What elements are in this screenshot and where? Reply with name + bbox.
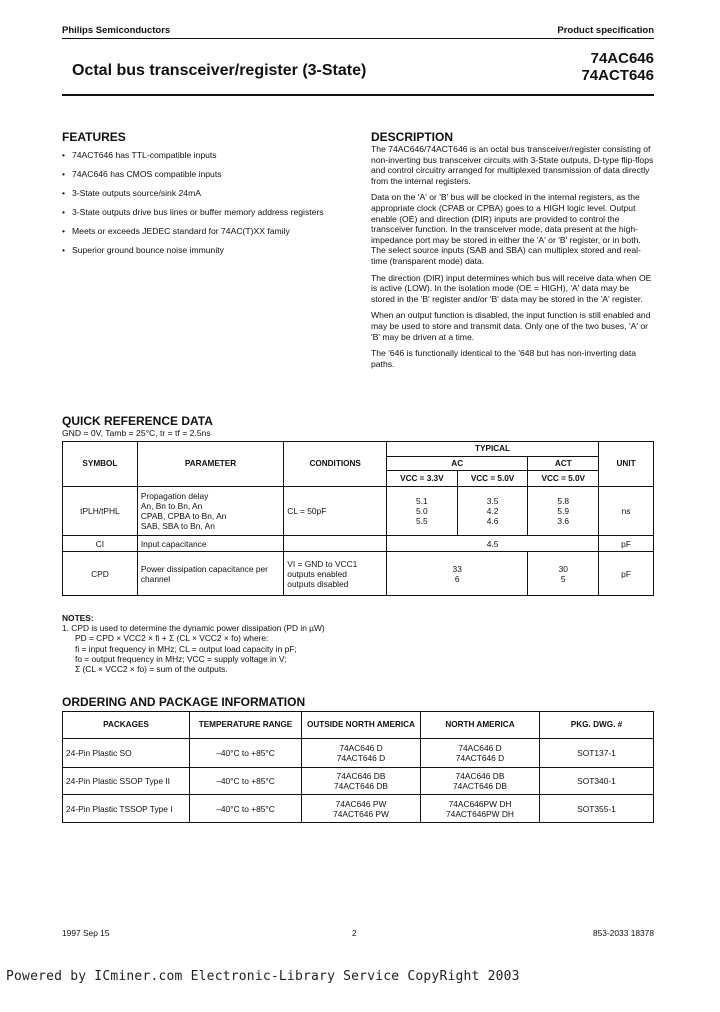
col-typical: TYPICAL xyxy=(387,442,599,457)
cell-symbol: CPD xyxy=(63,552,138,596)
description-paragraph: The direction (DIR) input determines which bus will receive data when OE is active (LOW). In the isolation mode (OE = HIGH), 'A' data may be stored in the 'B' register and/or 'B' data may be stored in the 'A' register. xyxy=(371,272,652,304)
value: 30 xyxy=(558,563,568,574)
feature-item: • 74ACT646 has TTL-compatible inputs xyxy=(62,150,352,161)
notes-heading: NOTES: xyxy=(62,613,94,623)
cell-parameter xyxy=(137,487,283,536)
col-north-america: NORTH AMERICA xyxy=(421,712,540,739)
part-number-act: 74ACT646 xyxy=(581,67,654,84)
table-row xyxy=(63,768,654,795)
cell-symbol: CI xyxy=(63,536,138,552)
header-rule xyxy=(62,38,654,39)
cell-outside xyxy=(302,739,421,768)
table-row xyxy=(63,536,654,552)
value: 74AC646 DB xyxy=(455,771,505,781)
feature-item: • 3-State outputs source/sink 24mA xyxy=(62,188,352,199)
notes-block xyxy=(62,613,482,674)
value: 3.6 xyxy=(557,516,570,526)
cell-na xyxy=(421,768,540,795)
value: 5.1 xyxy=(416,496,428,506)
quick-ref-heading: QUICK REFERENCE DATA xyxy=(62,414,213,428)
cond-line: VI = GND to VCC1 xyxy=(287,558,358,569)
value: 74ACT646 DB xyxy=(334,781,388,791)
quick-ref-conditions: GND = 0V, Tamb = 25°C, tr = tf = 2.5ns xyxy=(62,428,211,438)
note-line: fo = output frequency in MHz; VCC = supply voltage in V; xyxy=(75,653,287,664)
footer-code: 853-2033 18378 xyxy=(592,928,654,938)
cell-outside xyxy=(302,768,421,795)
cell-package: 24-Pin Plastic SO xyxy=(63,739,190,768)
company-name: Philips Semiconductors xyxy=(62,25,171,36)
value: 5 xyxy=(560,573,566,584)
note-line: Σ (CL × VCC2 × fo) = sum of the outputs. xyxy=(75,664,228,675)
col-packages: PACKAGES xyxy=(63,712,190,739)
quick-ref-table xyxy=(62,441,654,596)
ordering-table xyxy=(62,711,654,823)
col-outside-na: OUTSIDE NORTH AMERICA xyxy=(302,712,421,739)
cell-temp: –40°C to +85°C xyxy=(190,795,302,823)
param-line: Propagation delay xyxy=(140,491,209,501)
feature-item: • 74AC646 has CMOS compatible inputs xyxy=(62,169,352,180)
col-parameter: PARAMETER xyxy=(137,442,283,487)
vcc-50-act: VCC = 5.0V xyxy=(528,471,599,487)
cell-na xyxy=(421,795,540,823)
cell-ac50 xyxy=(457,487,528,536)
table-row xyxy=(63,487,654,536)
features-list xyxy=(62,150,352,264)
cell-ac xyxy=(387,552,528,596)
value: 33 xyxy=(452,563,462,574)
description-paragraph: The '646 is functionally identical to the '648 but has non-inverting data paths. xyxy=(371,348,637,369)
cell-act50 xyxy=(528,487,599,536)
value: 5.9 xyxy=(557,506,570,516)
cell-unit: ns xyxy=(599,487,654,536)
doc-type: Product specification xyxy=(557,25,654,36)
cell-unit: pF xyxy=(599,552,654,596)
param-line: Power dissipation capacitance per xyxy=(140,563,268,574)
cell-symbol: tPLH/tPHL xyxy=(63,487,138,536)
cell-typ: 4.5 xyxy=(387,536,599,552)
param-line: An, Bn to Bn, An xyxy=(140,501,203,511)
note-line: PD = CPD × VCC2 × fi + Σ (CL × VCC2 × fo) where: xyxy=(75,633,269,644)
col-symbol: SYMBOL xyxy=(63,442,138,487)
col-conditions: CONDITIONS xyxy=(284,442,387,487)
feature-item: • 3-State outputs drive bus lines or buffer memory address registers xyxy=(62,207,352,218)
cell-dwg: SOT355-1 xyxy=(540,795,654,823)
value: 74AC646PW DH xyxy=(448,798,512,809)
description-paragraph: The 74AC646/74ACT646 is an octal bus transceiver/register consisting of non-inverting bus transceiver circuits with 3-State outputs, D-type flip-flops and control circuitry arranged for multiplexed transmission of data directly from the internal registers. xyxy=(371,144,654,186)
page-title: Octal bus transceiver/register (3-State) xyxy=(72,62,367,79)
cell-dwg: SOT340-1 xyxy=(540,768,654,795)
description-paragraph: When an output function is disabled, the input function is still enabled and may be used to store and transmit data. Only one of the two buses, 'A' or 'B' may be driven at a time. xyxy=(371,310,651,342)
features-heading: FEATURES xyxy=(62,130,126,144)
value: 74ACT646 DB xyxy=(453,781,507,791)
table-row xyxy=(63,552,654,596)
col-unit: UNIT xyxy=(599,442,654,487)
sub-act: ACT xyxy=(528,457,599,471)
cell-outside xyxy=(302,795,421,823)
value: 74ACT646 D xyxy=(455,753,505,763)
description-paragraph: Data on the 'A' or 'B' bus will be clocked in the internal registers, as the appropriate clock (CPAB or CPBA) goes to a HIGH logic level. Output enable (OE) and direction (DIR) inputs are provided to control the transceiver function. In the transceiver mode, data present at the high-impedance port may be stored in either the 'A' or 'B' register, or in both. The select source inputs (SAB and SBA) can multiplex stored and real-time (transparent mode) data. xyxy=(371,192,641,266)
cell-na xyxy=(421,739,540,768)
feature-item: • Superior ground bounce noise immunity xyxy=(62,245,352,256)
value: 74AC646 D xyxy=(458,743,502,753)
title-rule xyxy=(62,94,654,96)
description-heading: DESCRIPTION xyxy=(371,130,454,144)
param-line: channel xyxy=(140,573,171,584)
table-row xyxy=(63,795,654,823)
cell-temp: –40°C to +85°C xyxy=(190,739,302,768)
watermark-text: Powered by ICminer.com Electronic-Library Service CopyRight 2003 xyxy=(6,969,520,984)
cell-conditions: CL = 50pF xyxy=(284,487,387,536)
value: 5.5 xyxy=(416,516,428,526)
value: 74ACT646 PW xyxy=(333,808,389,819)
vcc-50-ac: VCC = 5.0V xyxy=(457,471,528,487)
param-line: CPAB, CPBA to Bn, An xyxy=(140,511,227,521)
cond-line: outputs enabled xyxy=(287,568,347,579)
cell-conditions xyxy=(284,552,387,596)
ordering-heading: ORDERING AND PACKAGE INFORMATION xyxy=(62,695,306,709)
cond-line: outputs disabled xyxy=(287,578,349,589)
sub-ac: AC xyxy=(387,457,528,471)
cell-parameter: Input capacitance xyxy=(137,536,283,552)
value: 74ACT646PW DH xyxy=(446,808,514,819)
value: 74AC646 PW xyxy=(335,798,387,809)
value: 74AC646 DB xyxy=(336,771,386,781)
vcc-33: VCC = 3.3V xyxy=(387,471,458,487)
part-number-ac: 74AC646 xyxy=(590,50,654,67)
part-numbers xyxy=(581,50,654,84)
cell-parameter xyxy=(137,552,283,596)
note-line: fi = input frequency in MHz; CL = output load capacity in pF; xyxy=(75,643,297,654)
note-line: 1. CPD is used to determine the dynamic power dissipation (PD in µW) xyxy=(62,623,325,634)
cell-conditions xyxy=(284,536,387,552)
value: 6 xyxy=(454,573,460,584)
cell-ac33 xyxy=(387,487,458,536)
cell-temp: –40°C to +85°C xyxy=(190,768,302,795)
cell-unit: pF xyxy=(599,536,654,552)
footer-date: 1997 Sep 15 xyxy=(62,928,110,938)
col-pkg-dwg: PKG. DWG. # xyxy=(540,712,654,739)
value: 74ACT646 D xyxy=(336,753,386,763)
value: 5.0 xyxy=(416,506,428,516)
cell-act xyxy=(528,552,599,596)
feature-item: • Meets or exceeds JEDEC standard for 74AC(T)XX family xyxy=(62,226,352,237)
param-line: SAB, SBA to Bn, An xyxy=(140,521,215,531)
table-row xyxy=(63,739,654,768)
cell-package: 24-Pin Plastic SSOP Type II xyxy=(63,768,190,795)
cell-package: 24-Pin Plastic TSSOP Type I xyxy=(63,795,190,823)
value: 4.6 xyxy=(486,516,499,526)
value: 74AC646 D xyxy=(339,743,383,753)
value: 5.8 xyxy=(557,496,570,506)
footer-page: 2 xyxy=(352,928,357,938)
cell-dwg: SOT137-1 xyxy=(540,739,654,768)
col-temperature: TEMPERATURE RANGE xyxy=(190,712,302,739)
value: 3.5 xyxy=(486,496,499,506)
value: 4.2 xyxy=(486,506,499,516)
description-body xyxy=(371,144,654,375)
